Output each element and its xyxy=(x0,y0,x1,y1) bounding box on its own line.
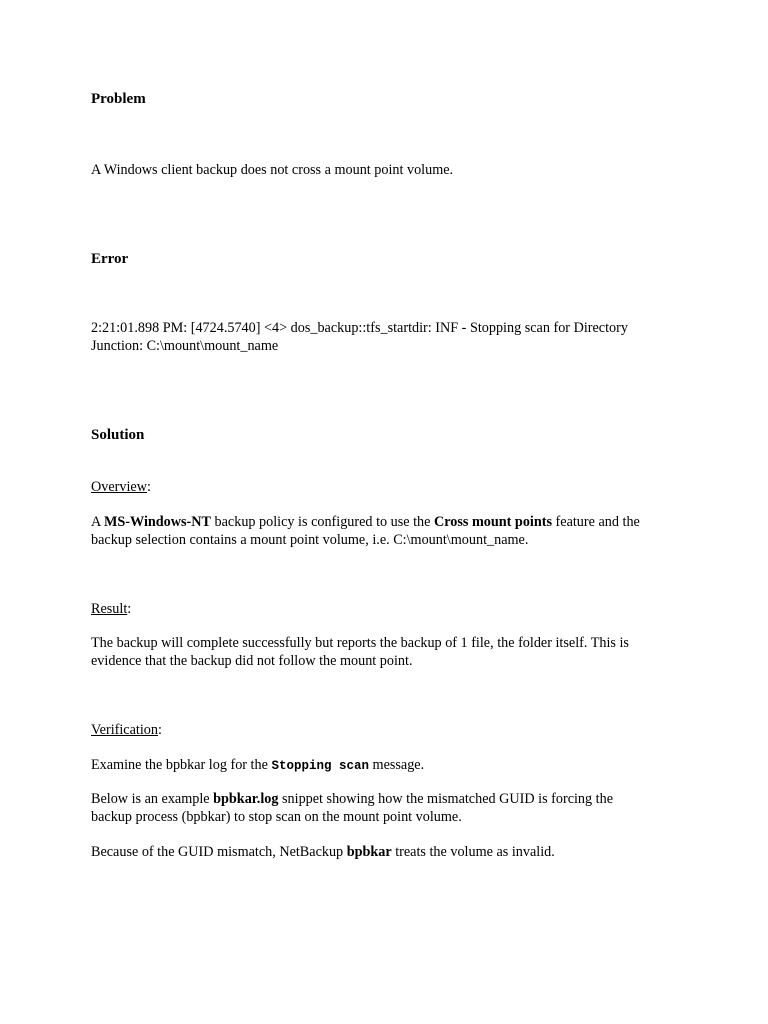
feature-name: Cross mount points xyxy=(434,514,552,530)
verification-label: Verification: xyxy=(91,722,162,738)
log-file-name: bpbkar.log xyxy=(213,791,279,807)
process-name: bpbkar xyxy=(346,844,392,860)
verification-p2-line-1: Below is an example bpbkar.log snippet showing how the mismatched GUID is forcing the xyxy=(91,791,614,807)
solution-heading: Solution xyxy=(91,427,145,443)
policy-type: MS-Windows-NT xyxy=(104,514,211,530)
verification-paragraph-2 xyxy=(91,791,691,826)
result-label-text: Result xyxy=(91,601,128,617)
verification-label-text: Verification xyxy=(91,722,158,738)
overview-label: Overview: xyxy=(91,479,151,495)
problem-text: A Windows client backup does not cross a mount point volume. xyxy=(91,162,454,178)
overview-paragraph xyxy=(91,514,691,549)
overview-line-1: A MS-Windows-NT backup policy is configured to use the Cross mount points feature and the xyxy=(91,514,640,530)
result-line-2: evidence that the backup did not follow the mount point. xyxy=(91,652,413,669)
error-message xyxy=(91,320,691,355)
error-line-2: Junction: C:\mount\mount_name xyxy=(91,337,279,354)
verification-paragraph-3: Because of the GUID mismatch, NetBackup bpbkar treats the volume as invalid. xyxy=(91,844,555,860)
overview-label-text: Overview xyxy=(91,479,147,495)
error-line-1: 2:21:01.898 PM: [4724.5740] <4> dos_backup::tfs_startdir: INF - Stopping scan for Directory xyxy=(91,320,628,336)
code-stopping-scan: Stopping scan xyxy=(271,759,369,773)
error-heading: Error xyxy=(91,251,129,267)
problem-heading: Problem xyxy=(91,91,146,107)
verification-paragraph-1: Examine the bpbkar log for the Stopping scan message. xyxy=(91,757,425,773)
result-paragraph xyxy=(91,635,691,670)
overview-line-2: backup selection contains a mount point volume, i.e. C:\mount\mount_name. xyxy=(91,531,529,548)
result-line-1: The backup will complete successfully but reports the backup of 1 file, the folder itself. This is xyxy=(91,635,629,651)
result-label: Result: xyxy=(91,601,132,617)
verification-p2-line-2: backup process (bpbkar) to stop scan on the mount point volume. xyxy=(91,808,462,825)
